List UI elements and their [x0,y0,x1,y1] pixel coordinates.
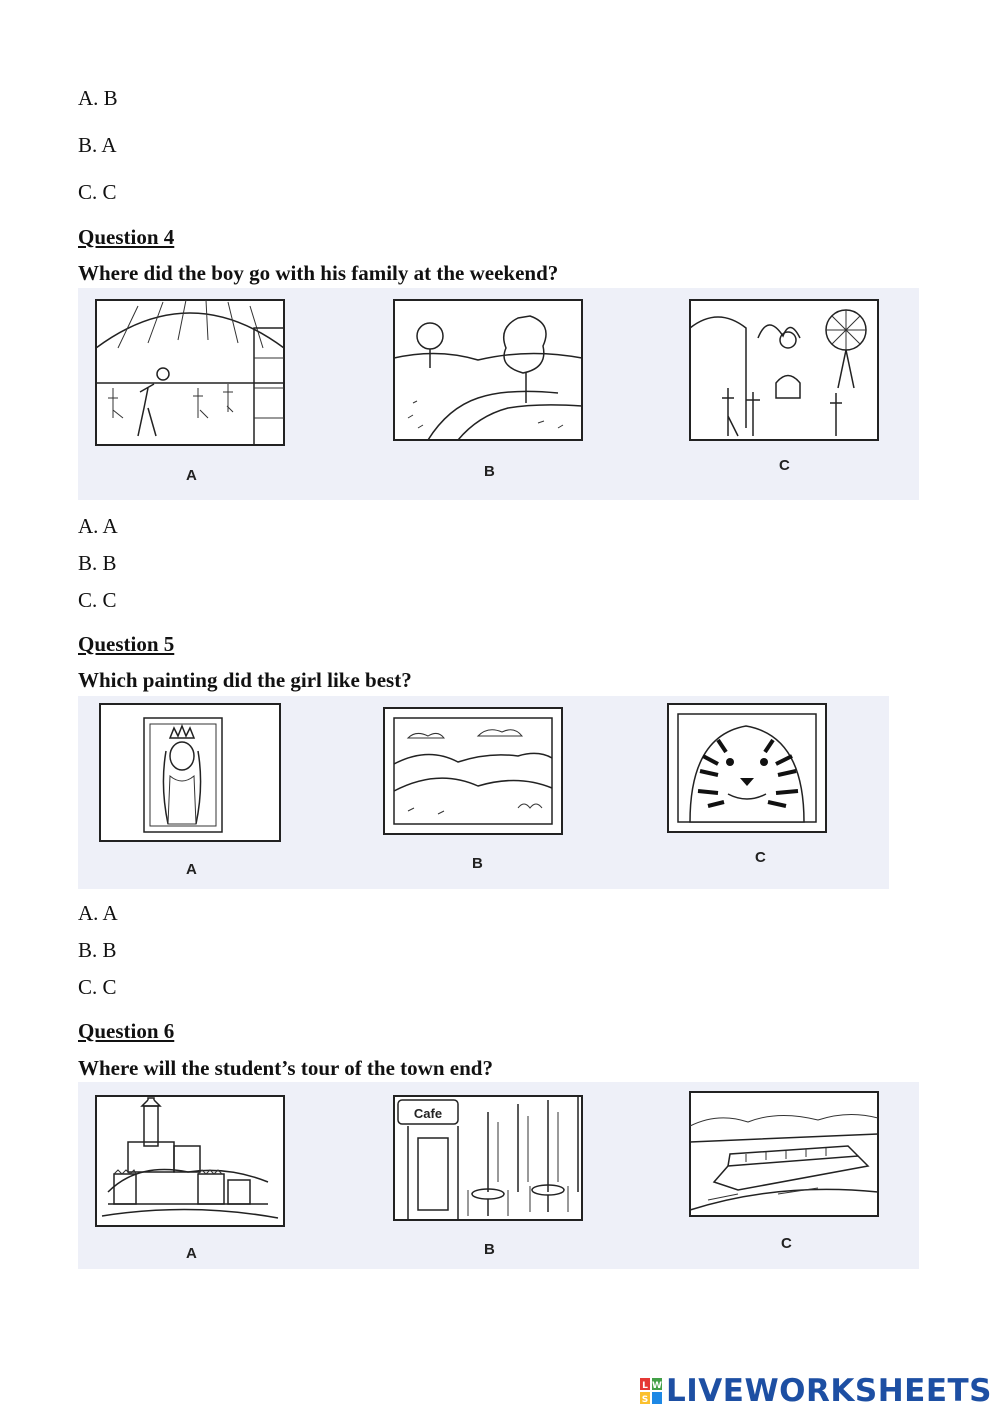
picture-canal-boat [690,1092,878,1252]
liveworksheets-logo-icon [640,1378,662,1404]
q3-option-a[interactable]: A. B [78,86,118,110]
painting-landscape [384,708,562,872]
q5-option-a[interactable]: A. A [78,901,118,925]
picture-cafe [394,1096,582,1258]
cafe-sign-text: Cafe [413,1106,443,1121]
painting-tiger [668,704,826,866]
q3-option-b[interactable]: B. A [78,133,117,157]
svg-text:S: S [641,1395,649,1404]
question-6-prompt: Where will the student’s tour of the town end? [78,1056,493,1080]
q5-option-c[interactable]: C. C [78,975,117,999]
q6-label-b: B [484,1241,495,1258]
q5-label-b: B [472,855,483,872]
picture-countryside [394,300,582,480]
picture-fairground [690,300,878,474]
question-4-title: Question 4 [78,225,175,249]
painting-portrait [100,704,280,878]
question-6-title: Question 6 [78,1019,175,1043]
question-4-image [78,288,919,500]
q4-option-b[interactable]: B. B [78,551,117,575]
question-4-prompt: Where did the boy go with his family at the weekend? [78,261,559,285]
q4-label-a: A [186,467,197,484]
q5-label-c: C [755,849,766,866]
question-5-title: Question 5 [78,632,175,656]
question-6-image [78,1082,919,1269]
svg-text:W: W [652,1381,662,1391]
q5-option-b[interactable]: B. B [78,938,117,962]
q3-option-c[interactable]: C. C [78,180,117,204]
q4-label-b: B [484,463,495,480]
q4-label-c: C [779,457,790,474]
question-5-prompt: Which painting did the girl like best? [78,668,412,692]
q6-label-a: A [186,1245,197,1262]
q4-option-c[interactable]: C. C [78,588,117,612]
picture-castle [96,1096,284,1262]
svg-text:L: L [642,1381,648,1391]
liveworksheets-logo [640,1373,992,1409]
picture-sports-hall [96,300,284,484]
liveworksheets-wordmark: LIVEWORKSHEETS [666,1373,992,1409]
question-5-image [78,696,889,889]
q5-label-a: A [186,861,197,878]
q6-label-c: C [781,1235,792,1252]
q4-option-a[interactable]: A. A [78,514,118,538]
